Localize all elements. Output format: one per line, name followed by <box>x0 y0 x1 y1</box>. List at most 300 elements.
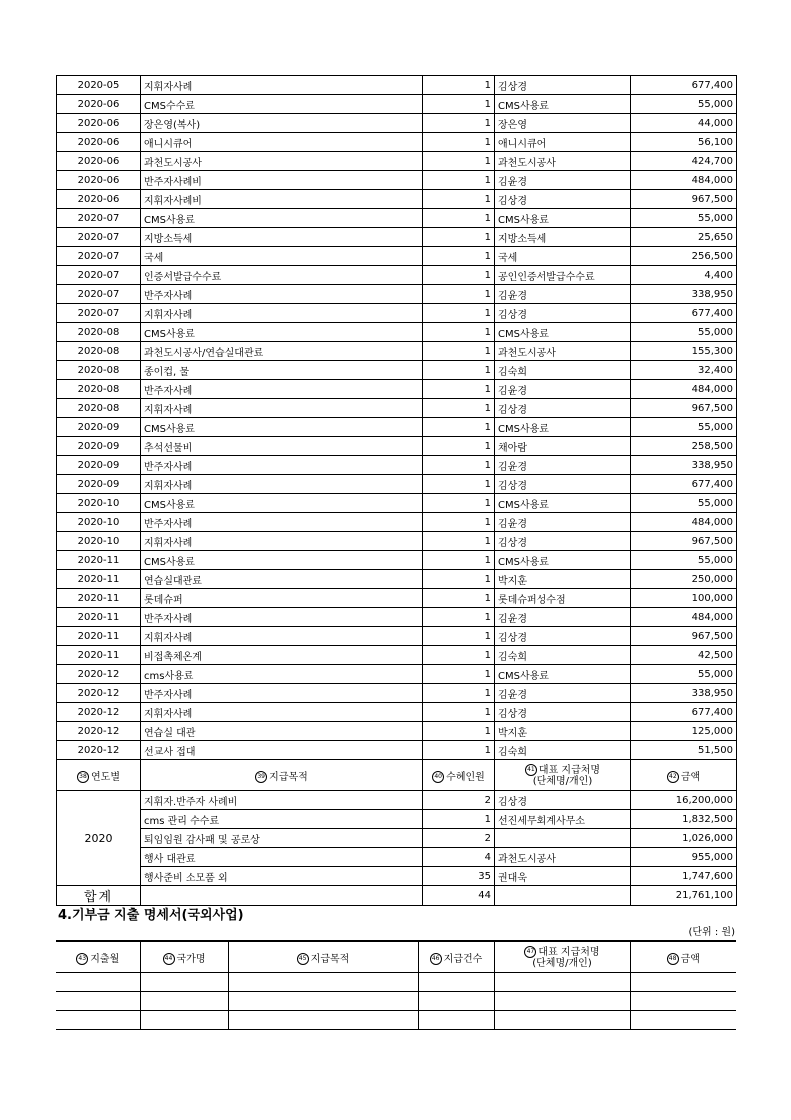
payee-cell: CMS사용료 <box>495 323 631 342</box>
empty-row <box>56 992 736 1011</box>
circled-number: 48 <box>667 953 679 965</box>
purpose-cell: 국세 <box>141 247 423 266</box>
total-empty-cell <box>495 886 631 906</box>
payee-cell: 김상경 <box>495 627 631 646</box>
summary-row <box>57 848 737 867</box>
total-label: 합계 <box>57 886 141 906</box>
count-cell: 1 <box>423 190 495 209</box>
month-cell: 2020-09 <box>57 475 141 494</box>
month-cell: 2020-07 <box>57 228 141 247</box>
circled-number: 46 <box>430 953 442 965</box>
amount-cell: 484,000 <box>631 171 737 190</box>
purpose-cell: 장은영(복사) <box>141 114 423 133</box>
month-cell: 2020-07 <box>57 266 141 285</box>
table-row <box>57 722 737 741</box>
circled-number: 40 <box>432 771 444 783</box>
purpose-cell: 지휘자사례 <box>141 703 423 722</box>
amount-cell: 484,000 <box>631 380 737 399</box>
header-foreign-purpose-label: 지급목적 <box>310 953 350 965</box>
purpose-cell: CMS사용료 <box>141 209 423 228</box>
purpose-cell: 반주자사례 <box>141 608 423 627</box>
payee-cell: 권대욱 <box>495 867 631 886</box>
purpose-cell: 반주자사례 <box>141 456 423 475</box>
table-row <box>57 361 737 380</box>
month-cell: 2020-06 <box>57 190 141 209</box>
payee-cell: 김윤경 <box>495 456 631 475</box>
empty-cell <box>56 1011 140 1030</box>
amount-cell: 1,026,000 <box>631 829 737 848</box>
count-cell: 1 <box>423 722 495 741</box>
purpose-cell: 지휘자사례 <box>141 475 423 494</box>
purpose-cell: 반주자사례 <box>141 285 423 304</box>
header-foreign-purpose <box>228 941 418 973</box>
month-cell: 2020-06 <box>57 152 141 171</box>
count-cell: 1 <box>423 171 495 190</box>
amount-cell: 155,300 <box>631 342 737 361</box>
payee-cell: 김상경 <box>495 304 631 323</box>
purpose-cell: 종이컵, 물 <box>141 361 423 380</box>
total-row <box>57 886 737 906</box>
empty-cell <box>494 992 630 1011</box>
purpose-cell: 퇴임임원 감사패 및 공로상 <box>141 829 423 848</box>
count-cell: 1 <box>423 494 495 513</box>
amount-cell: 42,500 <box>631 646 737 665</box>
table-row <box>57 494 737 513</box>
amount-cell: 4,400 <box>631 266 737 285</box>
count-cell: 1 <box>423 247 495 266</box>
purpose-cell: 반주자사례 <box>141 684 423 703</box>
amount-cell: 484,000 <box>631 513 737 532</box>
header-recipients <box>423 760 495 791</box>
header-foreign-payee-line1: 대표 지급처명 <box>538 946 600 958</box>
table-row <box>57 171 737 190</box>
count-cell: 1 <box>423 703 495 722</box>
foreign-body <box>56 941 736 1030</box>
purpose-cell: 추석선물비 <box>141 437 423 456</box>
header-count <box>418 941 494 973</box>
table-row <box>57 95 737 114</box>
empty-cell <box>494 973 630 992</box>
payee-cell: CMS사용료 <box>495 95 631 114</box>
purpose-cell: 지방소득세 <box>141 228 423 247</box>
empty-cell <box>418 992 494 1011</box>
purpose-cell: 과천도시공사 <box>141 152 423 171</box>
month-cell: 2020-06 <box>57 95 141 114</box>
month-cell: 2020-09 <box>57 418 141 437</box>
purpose-cell: CMS수수료 <box>141 95 423 114</box>
table-row <box>57 304 737 323</box>
payee-cell: 김숙희 <box>495 361 631 380</box>
count-cell: 1 <box>423 152 495 171</box>
purpose-cell: 선교사 접대 <box>141 741 423 760</box>
count-cell: 2 <box>423 791 495 810</box>
empty-cell <box>630 973 736 992</box>
amount-cell: 955,000 <box>631 848 737 867</box>
amount-cell: 967,500 <box>631 627 737 646</box>
count-cell: 1 <box>423 741 495 760</box>
payee-cell: 박지훈 <box>495 722 631 741</box>
amount-cell: 677,400 <box>631 475 737 494</box>
total-count-cell: 44 <box>423 886 495 906</box>
month-cell: 2020-07 <box>57 247 141 266</box>
count-cell: 2 <box>423 829 495 848</box>
empty-row <box>56 973 736 992</box>
header-country <box>140 941 228 973</box>
payee-cell: 과천도시공사 <box>495 342 631 361</box>
table-row <box>57 152 737 171</box>
year-cell: 2020 <box>57 791 141 886</box>
month-cell: 2020-09 <box>57 437 141 456</box>
payee-cell: 김윤경 <box>495 171 631 190</box>
month-cell: 2020-08 <box>57 361 141 380</box>
payee-cell: 롯데슈퍼성수점 <box>495 589 631 608</box>
count-cell: 1 <box>423 646 495 665</box>
payee-cell: 채아람 <box>495 437 631 456</box>
purpose-cell: 지휘자사례 <box>141 304 423 323</box>
payee-cell: CMS사용료 <box>495 494 631 513</box>
purpose-cell: 연습실대관료 <box>141 570 423 589</box>
header-country-label: 국가명 <box>176 953 206 965</box>
section-title: 4.기부금 지출 명세서(국외사업) <box>58 908 244 923</box>
count-cell: 1 <box>423 684 495 703</box>
table-row <box>57 703 737 722</box>
purpose-cell: 연습실 대관 <box>141 722 423 741</box>
header-payee-label <box>525 764 600 787</box>
payee-cell: 김상경 <box>495 190 631 209</box>
count-cell: 1 <box>423 399 495 418</box>
table-row <box>57 209 737 228</box>
header-foreign-payee <box>494 941 630 973</box>
empty-cell <box>228 973 418 992</box>
table-row <box>57 475 737 494</box>
header-foreign-payee-label <box>524 946 599 969</box>
month-cell: 2020-09 <box>57 456 141 475</box>
table-row <box>57 323 737 342</box>
month-cell: 2020-08 <box>57 342 141 361</box>
payee-cell: 김윤경 <box>495 380 631 399</box>
amount-cell: 338,950 <box>631 684 737 703</box>
amount-cell: 256,500 <box>631 247 737 266</box>
purpose-cell: 행사 대관료 <box>141 848 423 867</box>
amount-cell: 424,700 <box>631 152 737 171</box>
header-foreign-payee-line2: (단체명/개인) <box>532 957 592 969</box>
empty-cell <box>228 1011 418 1030</box>
payee-cell: 과천도시공사 <box>495 848 631 867</box>
payee-cell: 과천도시공사 <box>495 152 631 171</box>
amount-cell: 55,000 <box>631 323 737 342</box>
table-row <box>57 266 737 285</box>
table-row <box>57 133 737 152</box>
payee-cell: 김숙희 <box>495 741 631 760</box>
payee-cell: 김상경 <box>495 703 631 722</box>
count-cell: 1 <box>423 266 495 285</box>
count-cell: 1 <box>423 570 495 589</box>
header-recipients-label: 수혜인원 <box>446 771 485 783</box>
payee-cell: 공인인증서발급수수료 <box>495 266 631 285</box>
empty-cell <box>418 1011 494 1030</box>
purpose-cell: 지휘자사례 <box>141 627 423 646</box>
empty-cell <box>418 973 494 992</box>
count-cell: 1 <box>423 456 495 475</box>
payee-cell: 애니시큐어 <box>495 133 631 152</box>
payee-cell: 김윤경 <box>495 608 631 627</box>
circled-number: 47 <box>524 946 536 958</box>
month-cell: 2020-12 <box>57 665 141 684</box>
table-row <box>57 418 737 437</box>
purpose-cell: CMS사용료 <box>141 323 423 342</box>
circled-number: 39 <box>255 771 267 783</box>
empty-cell <box>494 1011 630 1030</box>
empty-cell <box>56 973 140 992</box>
amount-cell: 484,000 <box>631 608 737 627</box>
purpose-cell: 비접촉체온계 <box>141 646 423 665</box>
purpose-cell: 반주자사례비 <box>141 171 423 190</box>
amount-cell: 55,000 <box>631 665 737 684</box>
table-row <box>57 551 737 570</box>
table-row <box>57 589 737 608</box>
table-row <box>57 627 737 646</box>
header-payee <box>495 760 631 791</box>
purpose-cell: 지휘자사례 <box>141 76 423 95</box>
empty-cell <box>140 973 228 992</box>
purpose-cell: 지휘자사례비 <box>141 190 423 209</box>
payee-cell: 장은영 <box>495 114 631 133</box>
count-cell: 1 <box>423 133 495 152</box>
payee-cell: 김상경 <box>495 791 631 810</box>
unit-label: (단위 : 원) <box>688 927 735 938</box>
empty-cell <box>228 992 418 1011</box>
payee-cell: 국세 <box>495 247 631 266</box>
month-cell: 2020-11 <box>57 589 141 608</box>
amount-cell: 55,000 <box>631 494 737 513</box>
table-row <box>57 741 737 760</box>
summary-row <box>57 829 737 848</box>
table-row <box>57 684 737 703</box>
payee-cell: CMS사용료 <box>495 209 631 228</box>
count-cell: 1 <box>423 114 495 133</box>
summary-header-row <box>57 760 737 791</box>
month-cell: 2020-11 <box>57 627 141 646</box>
circled-number: 43 <box>76 953 88 965</box>
table-row <box>57 513 737 532</box>
month-cell: 2020-08 <box>57 380 141 399</box>
empty-cell <box>56 992 140 1011</box>
total-empty-cell <box>141 886 423 906</box>
month-cell: 2020-12 <box>57 741 141 760</box>
amount-cell: 55,000 <box>631 551 737 570</box>
amount-cell: 25,650 <box>631 228 737 247</box>
table-row <box>57 76 737 95</box>
amount-cell: 32,400 <box>631 361 737 380</box>
empty-cell <box>140 1011 228 1030</box>
table-row <box>57 456 737 475</box>
amount-cell: 55,000 <box>631 418 737 437</box>
count-cell: 1 <box>423 209 495 228</box>
amount-cell: 16,200,000 <box>631 791 737 810</box>
circled-number: 45 <box>297 953 309 965</box>
month-cell: 2020-08 <box>57 323 141 342</box>
table-row <box>57 437 737 456</box>
payee-cell: 선진세무회계사무소 <box>495 810 631 829</box>
summary-body <box>57 760 737 906</box>
empty-row <box>56 1011 736 1030</box>
table-row <box>57 247 737 266</box>
amount-cell: 677,400 <box>631 76 737 95</box>
payee-cell: 김숙희 <box>495 646 631 665</box>
count-cell: 1 <box>423 627 495 646</box>
table-row <box>57 228 737 247</box>
header-count-label: 지급건수 <box>443 953 483 965</box>
purpose-cell: 지휘자.반주자 사례비 <box>141 791 423 810</box>
amount-cell: 1,747,600 <box>631 867 737 886</box>
summary-row <box>57 810 737 829</box>
ledger-body <box>57 76 737 760</box>
empty-cell <box>630 992 736 1011</box>
count-cell: 1 <box>423 285 495 304</box>
payee-cell: CMS사용료 <box>495 551 631 570</box>
table-row <box>57 190 737 209</box>
table-row <box>57 570 737 589</box>
purpose-cell: CMS사용료 <box>141 551 423 570</box>
month-cell: 2020-10 <box>57 494 141 513</box>
payee-cell <box>495 829 631 848</box>
month-cell: 2020-07 <box>57 304 141 323</box>
month-cell: 2020-11 <box>57 646 141 665</box>
payee-cell: 김윤경 <box>495 285 631 304</box>
month-cell: 2020-11 <box>57 551 141 570</box>
amount-cell: 55,000 <box>631 209 737 228</box>
header-purpose <box>141 760 423 791</box>
header-year-label: 연도별 <box>91 771 120 783</box>
month-cell: 2020-12 <box>57 684 141 703</box>
count-cell: 1 <box>423 551 495 570</box>
header-amount-label: 금액 <box>680 771 701 783</box>
circled-number: 44 <box>163 953 175 965</box>
count-cell: 1 <box>423 342 495 361</box>
table-row <box>57 665 737 684</box>
purpose-cell: 지휘자사례 <box>141 399 423 418</box>
month-cell: 2020-11 <box>57 608 141 627</box>
purpose-cell: cms사용료 <box>141 665 423 684</box>
summary-row <box>57 791 737 810</box>
count-cell: 1 <box>423 437 495 456</box>
total-amount-cell: 21,761,100 <box>631 886 737 906</box>
month-cell: 2020-10 <box>57 532 141 551</box>
amount-cell: 967,500 <box>631 532 737 551</box>
amount-cell: 100,000 <box>631 589 737 608</box>
expense-table <box>56 75 737 906</box>
header-month <box>56 941 140 973</box>
amount-cell: 250,000 <box>631 570 737 589</box>
payee-cell: 김상경 <box>495 76 631 95</box>
count-cell: 1 <box>423 532 495 551</box>
count-cell: 1 <box>423 380 495 399</box>
amount-cell: 677,400 <box>631 703 737 722</box>
month-cell: 2020-07 <box>57 285 141 304</box>
table-row <box>57 608 737 627</box>
amount-cell: 44,000 <box>631 114 737 133</box>
purpose-cell: 반주자사례 <box>141 380 423 399</box>
header-foreign-amount-label: 금액 <box>680 953 700 965</box>
amount-cell: 51,500 <box>631 741 737 760</box>
month-cell: 2020-10 <box>57 513 141 532</box>
month-cell: 2020-07 <box>57 209 141 228</box>
header-foreign-amount <box>630 941 736 973</box>
table-row <box>57 342 737 361</box>
amount-cell: 338,950 <box>631 285 737 304</box>
month-cell: 2020-05 <box>57 76 141 95</box>
payee-cell: 김상경 <box>495 532 631 551</box>
month-cell: 2020-11 <box>57 570 141 589</box>
count-cell: 1 <box>423 608 495 627</box>
table-row <box>57 646 737 665</box>
header-year <box>57 760 141 791</box>
purpose-cell: CMS사용료 <box>141 418 423 437</box>
purpose-cell: 롯데슈퍼 <box>141 589 423 608</box>
payee-cell: 김윤경 <box>495 513 631 532</box>
purpose-cell: cms 관리 수수료 <box>141 810 423 829</box>
table-row <box>57 380 737 399</box>
amount-cell: 125,000 <box>631 722 737 741</box>
payee-cell: 지방소득세 <box>495 228 631 247</box>
empty-cell <box>630 1011 736 1030</box>
month-cell: 2020-06 <box>57 171 141 190</box>
payee-cell: 김상경 <box>495 475 631 494</box>
payee-cell: 김상경 <box>495 399 631 418</box>
month-cell: 2020-06 <box>57 114 141 133</box>
payee-cell: 박지훈 <box>495 570 631 589</box>
header-payee-line1: 대표 지급처명 <box>538 764 601 776</box>
count-cell: 1 <box>423 323 495 342</box>
circled-number: 41 <box>525 764 537 776</box>
month-cell: 2020-08 <box>57 399 141 418</box>
purpose-cell: 반주자사례 <box>141 513 423 532</box>
amount-cell: 967,500 <box>631 190 737 209</box>
payee-cell: 김윤경 <box>495 684 631 703</box>
purpose-cell: 행사준비 소모품 외 <box>141 867 423 886</box>
amount-cell: 1,832,500 <box>631 810 737 829</box>
payee-cell: CMS사용료 <box>495 418 631 437</box>
purpose-cell: CMS사용료 <box>141 494 423 513</box>
summary-row <box>57 867 737 886</box>
month-cell: 2020-12 <box>57 722 141 741</box>
header-purpose-label: 지급목적 <box>269 771 308 783</box>
header-amount <box>631 760 737 791</box>
month-cell: 2020-12 <box>57 703 141 722</box>
count-cell: 1 <box>423 513 495 532</box>
count-cell: 1 <box>423 95 495 114</box>
purpose-cell: 지휘자사례 <box>141 532 423 551</box>
foreign-expense-table <box>56 940 736 1030</box>
month-cell: 2020-06 <box>57 133 141 152</box>
amount-cell: 677,400 <box>631 304 737 323</box>
count-cell: 35 <box>423 867 495 886</box>
table-row <box>57 285 737 304</box>
table-row <box>57 399 737 418</box>
count-cell: 1 <box>423 228 495 247</box>
circled-number: 38 <box>77 771 89 783</box>
count-cell: 1 <box>423 304 495 323</box>
count-cell: 1 <box>423 810 495 829</box>
foreign-header-row <box>56 941 736 973</box>
count-cell: 4 <box>423 848 495 867</box>
circled-number: 42 <box>667 771 679 783</box>
count-cell: 1 <box>423 589 495 608</box>
purpose-cell: 인증서발급수수료 <box>141 266 423 285</box>
count-cell: 1 <box>423 475 495 494</box>
table-row <box>57 532 737 551</box>
header-payee-line2: (단체명/개인) <box>532 775 593 787</box>
